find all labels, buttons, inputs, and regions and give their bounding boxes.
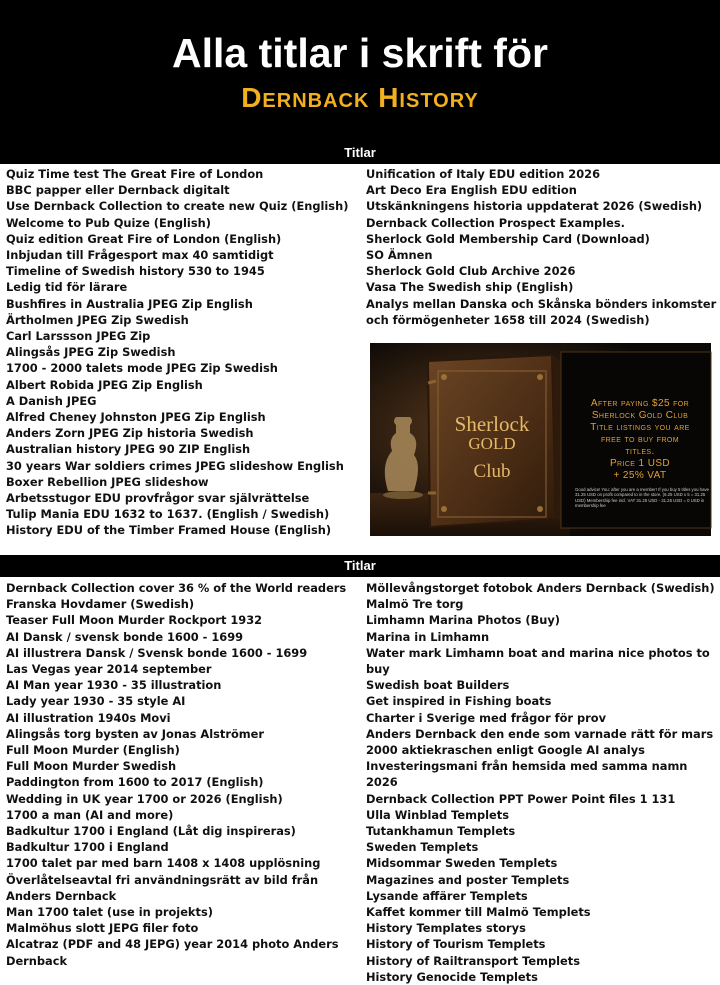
promo-text-line: + 25% VAT [613, 470, 667, 481]
title-list-item[interactable]: History of Railtransport Templets [366, 953, 581, 968]
title-list-item[interactable]: Sherlock Gold Club Archive 2026 [366, 264, 576, 279]
title-list-item[interactable]: Use Dernback Collection to create new Quiz (English) [6, 199, 349, 214]
title-list-item[interactable]: Ledig tid för lärare [6, 280, 128, 295]
page-title: Alla titlar i skrift för [172, 30, 548, 76]
book-title-gold: GOLD [468, 434, 516, 453]
title-list-item[interactable]: Bushfires in Australia JPEG Zip English [6, 296, 253, 311]
title-list-item[interactable]: BBC papper eller Dernback digitalt [6, 183, 230, 198]
title-list-item[interactable]: Teaser Full Moon Murder Rockport 1932 [6, 613, 263, 628]
promo-offer-text [568, 398, 712, 482]
title-list-item[interactable]: Dernback Collection cover 36 % of the World readers [6, 581, 347, 595]
section-header-titlar-2: Titlar [0, 555, 720, 577]
title-list-item[interactable]: Quiz Time test The Great Fire of London [6, 167, 264, 181]
promo-text-line: Price 1 USD [609, 458, 671, 469]
book-title-sherlock: Sherlock [454, 412, 530, 436]
title-list-item[interactable]: 1700 - 2000 talets mode JPEG Zip Swedish [6, 361, 278, 376]
title-list-item[interactable]: Tulip Mania EDU 1632 to 1637. (English / Swedish) [6, 507, 330, 522]
title-list-item[interactable]: Quiz edition Great Fire of London (English) [6, 231, 282, 246]
promo-text-line: Sherlock Gold Club [591, 410, 689, 421]
promo-text-line: Title listings you are [590, 422, 690, 433]
title-list-item[interactable]: Badkultur 1700 i England [6, 840, 169, 855]
title-list-item[interactable]: Analys mellan Danska och Skånska bönders inkomster och förmögenheter 1658 till 2024 (Swedish) [366, 296, 717, 327]
title-list-item[interactable]: Paddington from 1600 to 2017 (English) [6, 775, 264, 790]
title-list-item[interactable]: Sweden Templets [366, 840, 479, 855]
title-list-item[interactable]: AI Man year 1930 - 35 illustration [6, 678, 222, 693]
title-list-item[interactable]: Australian history JPEG 90 ZIP English [6, 442, 251, 457]
title-list-item[interactable]: Welcome to Pub Quize (English) [6, 215, 211, 230]
title-list-item[interactable]: Alcatraz (PDF and 48 JEPG) year 2014 photo Anders Dernback [6, 937, 339, 968]
promo-text-line: titles. [625, 446, 655, 457]
title-list-item[interactable]: SO Ämnen [366, 248, 433, 263]
title-list-left-2 [6, 580, 356, 969]
title-list-item[interactable]: Franska Hovdamer (Swedish) [6, 597, 195, 612]
title-list-item[interactable]: Dernback Collection Prospect Examples. [366, 215, 625, 230]
title-list-item[interactable]: Midsommar Sweden Templets [366, 856, 558, 871]
title-list-item[interactable]: Ärtholmen JPEG Zip Swedish [6, 312, 189, 327]
title-list-item[interactable]: Albert Robida JPEG Zip English [6, 377, 203, 392]
title-list-item[interactable]: Full Moon Murder (English) [6, 743, 180, 758]
title-list-item[interactable]: Anders Zorn JPEG Zip historia Swedish [6, 426, 254, 441]
title-list-item[interactable]: Badkultur 1700 i England (Låt dig inspireras) [6, 824, 296, 839]
title-list-item[interactable]: Investeringsmani från hemsida med samma namn 2026 [366, 759, 688, 790]
header-banner [0, 0, 720, 142]
title-list-item[interactable]: Man 1700 talet (use in projekts) [6, 905, 213, 920]
title-list-item[interactable]: Malmö Tre torg [366, 597, 464, 612]
title-list-item[interactable]: Sherlock Gold Membership Card (Download) [366, 231, 650, 246]
title-list-right [366, 166, 720, 328]
promo-text-line: After paying $25 for [590, 398, 690, 409]
title-list-item[interactable]: Full Moon Murder Swedish [6, 759, 177, 774]
book-title-club: Club [473, 461, 511, 482]
title-list-item[interactable]: AI illustrera Dansk / Svensk bonde 1600 - 1699 [6, 645, 308, 660]
title-list-item[interactable]: Anders Dernback den ende som varnade rätt för mars 2000 aktiekraschen enligt Google AI analys [366, 726, 714, 758]
title-list-item[interactable]: Boxer Rebellion JPEG slideshow [6, 474, 209, 489]
title-list-item[interactable]: Arbetsstugor EDU provfrågor svar självrättelse [6, 491, 310, 506]
title-list-item[interactable]: Art Deco Era English EDU edition [366, 183, 577, 198]
title-list-item[interactable]: 30 years War soldiers crimes JPEG slideshow English [6, 458, 344, 473]
title-list-item[interactable]: Ulla Winblad Templets [366, 807, 510, 822]
title-list-item[interactable]: Tutankhamun Templets [366, 824, 516, 839]
title-list-item[interactable]: Marina in Limhamn [366, 629, 490, 644]
title-list-item[interactable]: AI Dansk / svensk bonde 1600 - 1699 [6, 629, 244, 644]
title-list-left [6, 166, 356, 539]
title-list-item[interactable]: AI illustration 1940s Movi [6, 710, 171, 725]
title-list-item[interactable]: Malmöhus slott JEPG filer foto [6, 921, 199, 936]
title-list-item[interactable]: History Templates storys [366, 921, 526, 936]
title-list-item[interactable]: Water mark Limhamn boat and marina nice photos to buy [366, 645, 710, 677]
title-list-item[interactable]: Timeline of Swedish history 530 to 1945 [6, 264, 265, 279]
title-list-item[interactable]: Alingsås JPEG Zip Swedish [6, 345, 176, 360]
title-list-item[interactable]: History EDU of the Timber Framed House (English) [6, 523, 332, 538]
title-list-item[interactable]: History of Tourism Templets [366, 937, 546, 952]
title-list-item[interactable]: Get inspired in Fishing boats [366, 694, 552, 709]
title-list-item[interactable]: Utskänkningens historia uppdaterat 2026 (Swedish) [366, 199, 703, 214]
title-list-item[interactable]: Carl Larssson JPEG Zip [6, 329, 151, 344]
title-list-item[interactable]: Möllevångstorget fotobok Anders Dernback (Swedish) [366, 581, 715, 595]
title-list-item[interactable]: Dernback Collection PPT Power Point files 1 131 [366, 791, 676, 806]
promo-text-line: free to buy from [601, 434, 679, 445]
title-list-item[interactable]: Charter i Sverige med frågor för prov [366, 710, 607, 725]
title-list-item[interactable]: A Danish JPEG [6, 393, 97, 408]
promo-fine-print: Good advice! You: after you are a member! If you buy 5 titles you have 31.25 USD on profit compared to in the store. (6.25 USD x 5 = 31.25 USD) Membership fee incl. VAT 31.25 USD - 31.25 USD = 0 USD in membership fee [575, 487, 709, 509]
title-list-item[interactable]: Lady year 1930 - 35 style AI [6, 694, 186, 709]
section-header-titlar: Titlar [0, 142, 720, 164]
title-list-item[interactable]: Las Vegas year 2014 september [6, 662, 212, 677]
title-list-item[interactable]: 1700 talet par med barn 1408 x 1408 upplösning [6, 856, 321, 871]
title-list-item[interactable]: Wedding in UK year 1700 or 2026 (English) [6, 791, 283, 806]
title-list-item[interactable]: History Genocide Templets [366, 969, 538, 984]
title-list-item[interactable]: Överlåtelseavtal fri användningsrätt av bild från Anders Dernback [6, 872, 319, 903]
title-list-item[interactable]: Limhamn Marina Photos (Buy) [366, 613, 561, 628]
title-list-item[interactable]: Inbjudan till Frågesport max 40 samtidigt [6, 248, 274, 263]
page-subtitle: Dernback History [241, 82, 479, 113]
title-list-item[interactable]: 1700 a man (AI and more) [6, 807, 174, 822]
title-list-item[interactable]: Alingsås torg bysten av Jonas Alströmer [6, 726, 264, 741]
title-list-item[interactable]: Lysande affärer Templets [366, 888, 528, 903]
title-list-item[interactable]: Vasa The Swedish ship (English) [366, 280, 574, 295]
title-list-item[interactable]: Kaffet kommer till Malmö Templets [366, 905, 591, 920]
title-list-item[interactable]: Magazines and poster Templets [366, 872, 570, 887]
title-list-item[interactable]: Alfred Cheney Johnston JPEG Zip English [6, 410, 266, 425]
title-list-item[interactable]: Unification of Italy EDU edition 2026 [366, 167, 600, 181]
title-list-item[interactable]: Swedish boat Builders [366, 678, 510, 693]
title-list-right-2 [366, 580, 720, 985]
